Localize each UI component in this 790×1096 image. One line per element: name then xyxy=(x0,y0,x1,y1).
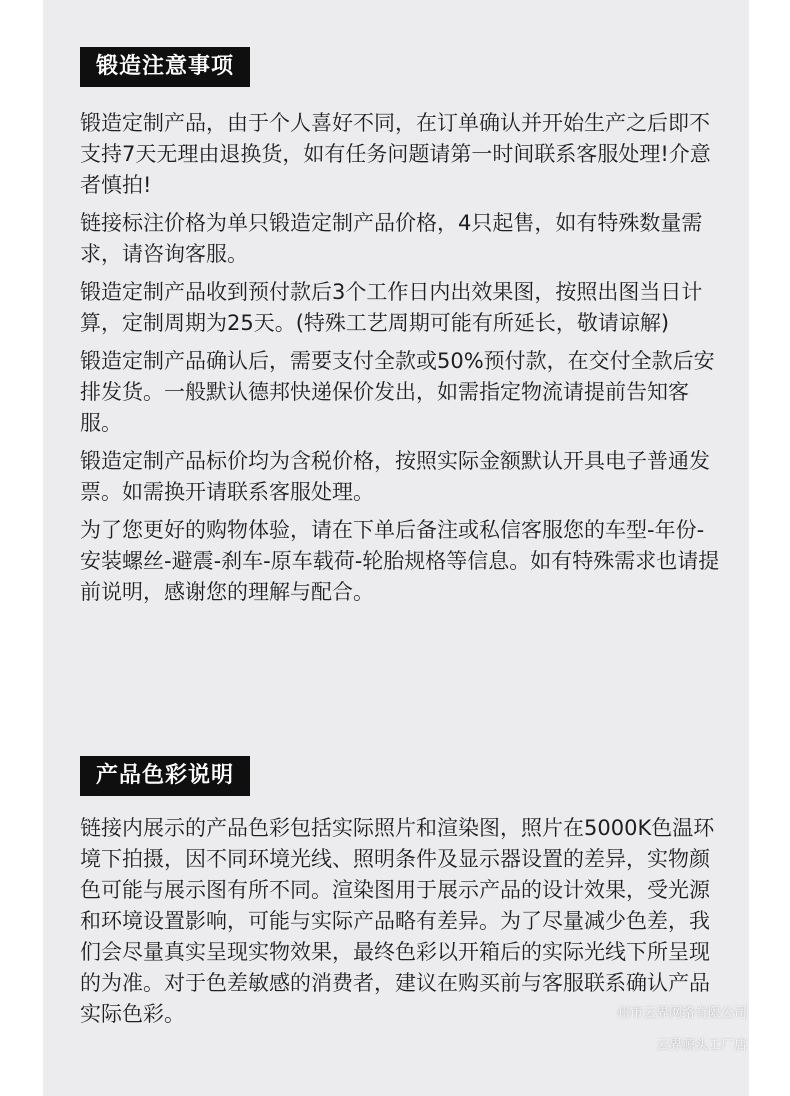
paragraph-production-cycle: 锻造定制产品收到预付款后3个工作日内出效果图，按照出图当日计算，定制周期为25天。(特殊工艺周期可能有所延长，敬请谅解) xyxy=(80,280,703,335)
section-title-color-notes: 产品色彩说明 xyxy=(80,756,250,796)
watermark-store: 云界源头工厂店 xyxy=(655,1038,747,1053)
paragraph-color-disclaimer: 链接内展示的产品色彩包括实际照片和渲染图，照片在5000K色温环境下拍摄，因不同环境光线、照明条件及显示器设置的差异，实物颜色可能与展示图有所不同。渲染图用于展示产品的设计效果，受光源和环境设置影响，可能与实际产品略有差异。为了尽量减少色差，我们会尽量真实呈现实物效果，最终色彩以开箱后的实际光线下所呈现的为准。对于色差敏感的消费者，建议在购买前与客服联系确认产品实际色彩。 xyxy=(80,816,715,1026)
watermark-company: 州市云界网络有限公司 xyxy=(616,1006,747,1021)
section-title-forging-notes: 锻造注意事项 xyxy=(80,47,250,87)
color-notes-body xyxy=(80,813,720,1037)
paragraph-pricing: 链接标注价格为单只锻造定制产品价格，4只起售，如有特殊数量需求，请咨询客服。 xyxy=(80,211,703,266)
paragraph-payment-shipping: 锻造定制产品确认后，需要支付全款或50%预付款，在交付全款后安排发货。一般默认德邦快递保价发出，如需指定物流请提前告知客服。 xyxy=(80,349,715,435)
paragraph-invoice: 锻造定制产品标价均为含税价格，按照实际金额默认开具电子普通发票。如需换开请联系客服处理。 xyxy=(80,449,710,504)
forging-notes-body xyxy=(80,108,720,615)
paragraph-no-return-policy: 锻造定制产品，由于个人喜好不同，在订单确认并开始生产之后即不支持7天无理由退换货，如有任务问题请第一时间联系客服处理!介意者慎拍! xyxy=(80,111,711,197)
paragraph-vehicle-info: 为了您更好的购物体验，请在下单后备注或私信客服您的车型-年份-安装螺丝-避震-刹车-原车载荷-轮胎规格等信息。如有特殊需求也请提前说明，感谢您的理解与配合。 xyxy=(80,518,720,604)
